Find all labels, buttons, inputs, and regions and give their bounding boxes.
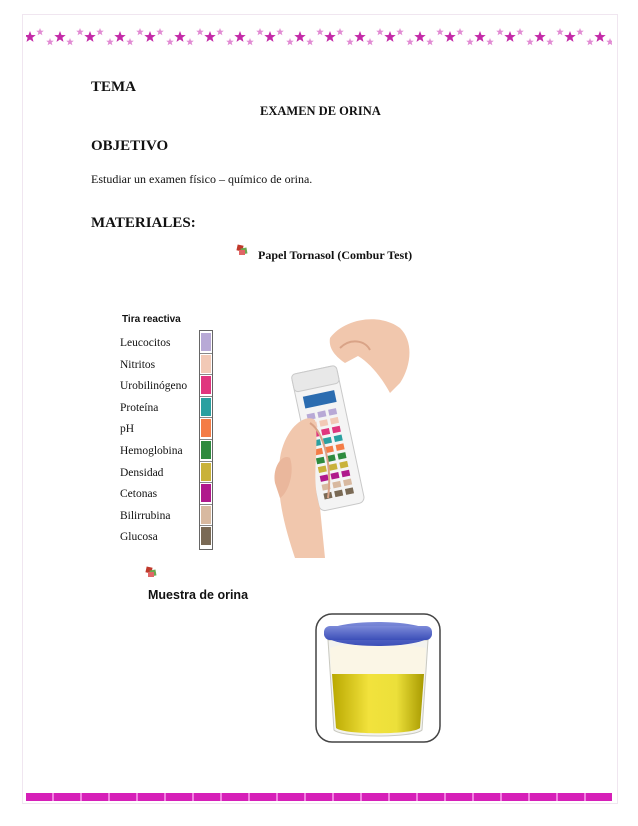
star-icon bbox=[406, 38, 414, 45]
star-icon bbox=[586, 38, 594, 45]
star-icon bbox=[156, 28, 164, 35]
star-icon bbox=[306, 38, 314, 45]
star-icon bbox=[36, 28, 44, 35]
strip-pad bbox=[201, 419, 211, 437]
star-icon bbox=[396, 28, 404, 35]
star-icon bbox=[46, 38, 54, 45]
heading-tema: TEMA bbox=[91, 79, 136, 95]
objetivo-text: Estudiar un examen físico – químico de orina. bbox=[91, 172, 313, 186]
tira-item-label: pH bbox=[120, 423, 135, 436]
star-icon bbox=[264, 31, 275, 42]
tira-item-label: Proteína bbox=[120, 401, 159, 414]
star-icon bbox=[516, 28, 524, 35]
star-icon bbox=[546, 38, 554, 45]
star-icon bbox=[26, 31, 36, 42]
star-icon bbox=[316, 28, 324, 35]
strip-pad bbox=[201, 398, 211, 416]
star-icon bbox=[496, 28, 504, 35]
star-icon bbox=[226, 38, 234, 45]
star-icon bbox=[346, 38, 354, 45]
star-icon bbox=[66, 38, 74, 45]
urine-sample-cup-image bbox=[314, 612, 442, 744]
star-icon bbox=[84, 31, 95, 42]
strip-pad bbox=[201, 441, 211, 459]
strip-pad bbox=[201, 333, 211, 351]
material-papel-tornasol: Papel Tornasol (Combur Test) bbox=[258, 248, 413, 262]
star-icon bbox=[414, 31, 425, 42]
star-icon bbox=[96, 28, 104, 35]
tira-item-label: Urobilinógeno bbox=[120, 380, 188, 393]
star-icon bbox=[186, 38, 194, 45]
strip-separator bbox=[200, 461, 212, 462]
star-icon bbox=[76, 28, 84, 35]
star-icon bbox=[246, 38, 254, 45]
star-icon bbox=[114, 31, 125, 42]
star-icon bbox=[234, 31, 245, 42]
strip-pad bbox=[201, 463, 211, 481]
strip-separator bbox=[200, 417, 212, 418]
material-muestra-orina: Muestra de orina bbox=[148, 588, 249, 602]
tira-item-label: Densidad bbox=[120, 466, 164, 479]
strip-separator bbox=[200, 353, 212, 354]
star-icon bbox=[256, 28, 264, 35]
tira-item-label: Leucocitos bbox=[120, 337, 171, 349]
exam-title: EXAMEN DE ORINA bbox=[260, 104, 381, 118]
strip-separator bbox=[200, 396, 212, 397]
hand-with-test-strips-image bbox=[270, 308, 420, 558]
tira-item-label: Cetonas bbox=[120, 488, 158, 501]
star-icon bbox=[606, 38, 612, 45]
star-icon bbox=[426, 38, 434, 45]
strip-pad bbox=[201, 527, 211, 545]
star-icon bbox=[556, 28, 564, 35]
star-icon bbox=[144, 31, 155, 42]
star-icon bbox=[594, 31, 605, 42]
heading-objetivo: OBJETIVO bbox=[91, 138, 169, 154]
star-icon bbox=[376, 28, 384, 35]
strip-pad bbox=[201, 506, 211, 524]
star-icon bbox=[336, 28, 344, 35]
flower-bullet-icon bbox=[146, 567, 157, 578]
star-icon bbox=[486, 38, 494, 45]
star-icon bbox=[294, 31, 305, 42]
tira-item-label: Bilirrubina bbox=[120, 509, 171, 522]
strip-pad bbox=[201, 484, 211, 502]
strip-separator bbox=[200, 525, 212, 526]
tira-item-label: Glucosa bbox=[120, 531, 158, 544]
tira-item-label: Hemoglobina bbox=[120, 444, 183, 457]
star-icon bbox=[276, 28, 284, 35]
star-border-icon bbox=[26, 26, 612, 48]
star-icon bbox=[196, 28, 204, 35]
star-icon bbox=[366, 38, 374, 45]
star-icon bbox=[474, 31, 485, 42]
star-icon bbox=[576, 28, 584, 35]
star-icon bbox=[166, 38, 174, 45]
strip-separator bbox=[200, 439, 212, 440]
star-icon bbox=[174, 31, 185, 42]
star-icon bbox=[354, 31, 365, 42]
star-icon bbox=[106, 38, 114, 45]
star-icon bbox=[324, 31, 335, 42]
star-icon bbox=[534, 31, 545, 42]
strip-pad bbox=[201, 376, 211, 394]
star-icon bbox=[466, 38, 474, 45]
star-icon bbox=[504, 31, 515, 42]
decorative-star-border bbox=[26, 26, 612, 48]
tira-reactiva-title: Tira reactiva bbox=[122, 314, 181, 325]
star-icon bbox=[564, 31, 575, 42]
star-icon bbox=[216, 28, 224, 35]
star-icon bbox=[456, 28, 464, 35]
strip-separator bbox=[200, 482, 212, 483]
strip-separator bbox=[200, 504, 212, 505]
star-icon bbox=[526, 38, 534, 45]
test-strip bbox=[199, 330, 213, 550]
strip-pad bbox=[201, 355, 211, 373]
star-icon bbox=[384, 31, 395, 42]
decorative-bottom-bar bbox=[26, 793, 612, 801]
tira-item-label: Nitritos bbox=[120, 358, 156, 371]
star-icon bbox=[436, 28, 444, 35]
star-icon bbox=[444, 31, 455, 42]
strip-separator bbox=[200, 374, 212, 375]
star-icon bbox=[286, 38, 294, 45]
star-icon bbox=[136, 28, 144, 35]
flower-bullet-icon bbox=[237, 245, 248, 256]
star-icon bbox=[54, 31, 65, 42]
heading-materiales: MATERIALES: bbox=[91, 215, 196, 231]
star-icon bbox=[204, 31, 215, 42]
star-icon bbox=[126, 38, 134, 45]
